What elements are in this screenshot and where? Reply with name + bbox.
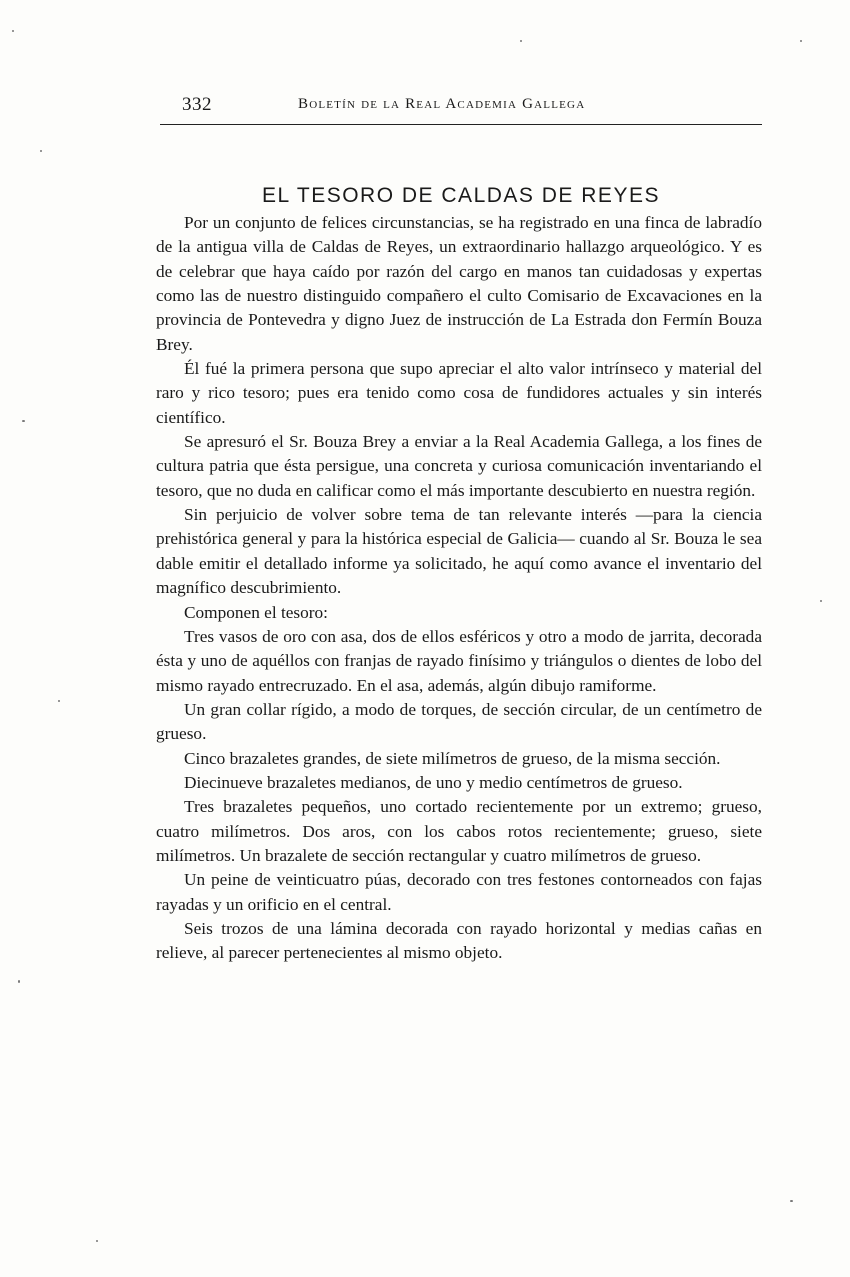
scan-speck [58,700,60,702]
page-number: 332 [182,94,212,115]
running-header [160,94,762,125]
scan-speck [22,420,25,422]
paragraph: Un peine de veinticuatro púas, decorado con tres festones contorneados con fajas rayadas y un orificio en el central. [156,870,762,914]
paragraph: Él fué la primera persona que supo apreciar el alto valor intrínseco y material del raro y rico tesoro; pues era tenido como cosa de fundidores actuales y sin interés científico. [156,359,762,427]
paragraph: Sin perjuicio de volver sobre tema de tan relevante interés —para la ciencia prehistórica general y para la histórica especial de Galicia— cuando al Sr. Bouza le sea dable emitir el detallado informe ya solicitado, he aquí como avance el inventario del magnífico descubrimiento. [156,505,762,598]
paragraph: Tres brazaletes pequeños, uno cortado recientemente por un extremo; grueso, cuatro milímetros. Dos aros, con los cabos rotos recientemente; grueso, siete milímetros. Un brazalete de sección rectangular y cuatro milímetros de grueso. [156,797,762,865]
scan-speck [96,1240,98,1242]
scan-speck [800,40,802,42]
running-title: Boletín de la Real Academia Gallega [298,96,586,112]
scan-speck [520,40,522,42]
paragraph: Diecinueve brazaletes medianos, de uno y medio centímetros de grueso. [184,772,683,792]
scan-speck [820,600,822,602]
paragraph: Por un conjunto de felices circunstancias, se ha registrado en una finca de labradío de la antigua villa de Caldas de Reyes, un extraordinario hallazgo arqueológico. Y es de celebrar que haya caído por razón del cargo en manos tan cuidadosas y expertas como las de nuestro distinguido compañero el culto Comisario de Excavaciones en la provincia de Pontevedra y digno Juez de instrucción de La Estrada don Fermín Bouza Brey. [156,213,762,354]
article-title: EL TESORO DE CALDAS DE REYES [262,184,660,208]
paragraph: Cinco brazaletes grandes, de siete milímetros de grueso, de la misma sección. [184,748,721,768]
paragraph: Un gran collar rígido, a modo de torques, de sección circular, de un centímetro de grueso. [156,699,762,744]
paragraph: Seis trozos de una lámina decorada con rayado horizontal y medias cañas en relieve, al parecer pertenecientes al mismo objeto. [156,918,762,963]
scan-speck [40,150,42,152]
scan-speck [12,30,14,32]
article-body [156,211,762,966]
scan-speck [790,1200,793,1202]
paragraph: Componen el tesoro: [184,602,328,622]
paragraph: Tres vasos de oro con asa, dos de ellos esféricos y otro a modo de jarrita, decorada ésta y uno de aquéllos con franjas de rayado finísimo y triángulos o dientes de lobo del mismo rayado entrecruzado. En el asa, además, algún dibujo ramiforme. [156,626,762,695]
scan-speck [18,980,20,983]
paragraph: Se apresuró el Sr. Bouza Brey a enviar a la Real Academia Gallega, a los fines de cultura patria que ésta persigue, una concreta y curiosa comunicación inventariando el tesoro, que no duda en calificar como el más importante descubierto en nuestra región. [156,432,762,500]
